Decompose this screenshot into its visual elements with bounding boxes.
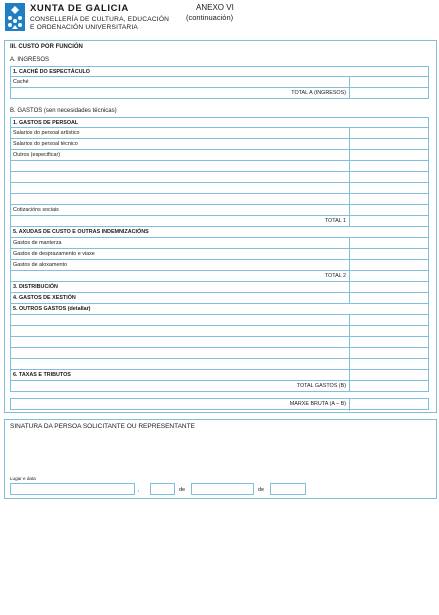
department-line-2: E ORDENACIÓN UNIVERSITARIA xyxy=(30,24,139,31)
page-header xyxy=(0,0,439,40)
aloxamento-label: Gastos de aloxamento xyxy=(13,262,67,268)
de-separator-1: de xyxy=(179,487,186,493)
aloxamento-row xyxy=(10,260,429,271)
outros-gastos-row xyxy=(10,304,429,315)
blank-row[interactable] xyxy=(10,348,429,359)
persoal-heading-row xyxy=(10,117,429,128)
gastos-title: B. GASTOS (sen necesidades técnicas) xyxy=(10,108,117,114)
cache-heading: 1. CACHÉ DO ESPECTÁCULO xyxy=(13,69,90,75)
outros-row xyxy=(10,150,429,161)
de-separator-2: de xyxy=(258,487,265,493)
salarios-tecnico-label: Salarios do persoal técnico xyxy=(13,141,78,147)
total-a-label: TOTAL A (INGRESOS) xyxy=(291,90,346,96)
marxe-bruta-row xyxy=(10,398,429,410)
section-title: III. CUSTO POR FUNCIÓN xyxy=(10,44,83,50)
department-line-1: CONSELLERÍA DE CULTURA, EDUCACIÓN xyxy=(30,16,170,23)
total-1-label: TOTAL 1 xyxy=(324,218,346,224)
place-date-label: Lugar e data xyxy=(10,476,36,481)
blank-row[interactable] xyxy=(10,359,429,370)
blank-row[interactable] xyxy=(10,194,429,205)
annex-subtitle: (continuación) xyxy=(186,13,234,22)
total-gastos-label: TOTAL GASTOS (B) xyxy=(296,383,346,389)
cotizacions-label: Cotizacións sociais xyxy=(13,207,59,213)
blank-row[interactable] xyxy=(10,183,429,194)
taxas-label: 6. TAXAS E TRIBUTOS xyxy=(13,372,71,378)
taxas-row xyxy=(10,370,429,381)
ingresos-title: A. INGRESOS xyxy=(10,57,50,63)
cache-heading-row xyxy=(10,66,429,77)
signature-title: SINATURA DA PERSOA SOLICITANTE OU REPRESENTANTE xyxy=(10,423,195,430)
cache-label: Caché xyxy=(13,79,29,85)
marxe-bruta-label: MARXE BRUTA (A – B) xyxy=(289,401,346,407)
salarios-artistico-label: Salarios do persoal artístico xyxy=(13,130,80,136)
persoal-heading: 1. GASTOS DE PERSOAL xyxy=(13,120,79,126)
cache-row xyxy=(10,77,429,88)
annex-title: ANEXO VI xyxy=(196,3,234,12)
blank-row[interactable] xyxy=(10,161,429,172)
xestion-label: 4. GASTOS DE XESTIÓN xyxy=(13,295,76,301)
distribucion-row xyxy=(10,282,429,293)
blank-row[interactable] xyxy=(10,337,429,348)
blank-row[interactable] xyxy=(10,326,429,337)
axudas-heading-row xyxy=(10,227,429,238)
cotizacions-row xyxy=(10,205,429,216)
blank-row[interactable] xyxy=(10,172,429,183)
distribucion-label: 3. DISTRIBUCIÓN xyxy=(13,284,58,290)
month-input[interactable] xyxy=(191,483,254,495)
total-gastos-row xyxy=(10,381,429,392)
salarios-tecnico-row xyxy=(10,139,429,150)
comma-separator: , xyxy=(138,487,140,493)
total-2-label: TOTAL 2 xyxy=(324,273,346,279)
xunta-logo-icon xyxy=(5,3,25,31)
total-1-row xyxy=(10,216,429,227)
total-a-row xyxy=(10,88,429,99)
org-name: XUNTA DE GALICIA xyxy=(30,3,129,14)
day-input[interactable] xyxy=(150,483,175,495)
outros-gastos-label: 5. OUTROS GASTOS (detallar) xyxy=(13,306,91,312)
manterza-row xyxy=(10,238,429,249)
year-input[interactable] xyxy=(270,483,306,495)
manterza-label: Gastos de manterza xyxy=(13,240,62,246)
outros-label: Outros (especificar) xyxy=(13,152,61,158)
blank-row[interactable] xyxy=(10,315,429,326)
place-input[interactable] xyxy=(10,483,135,495)
desprazamento-row xyxy=(10,249,429,260)
xestion-row xyxy=(10,293,429,304)
desprazamento-label: Gastos de desprazamento e viaxe xyxy=(13,251,95,257)
axudas-heading: 5. AXUDAS DE CUSTO E OUTRAS INDEMNIZACIÓNS xyxy=(13,229,149,235)
total-2-row xyxy=(10,271,429,282)
salarios-artistico-row xyxy=(10,128,429,139)
